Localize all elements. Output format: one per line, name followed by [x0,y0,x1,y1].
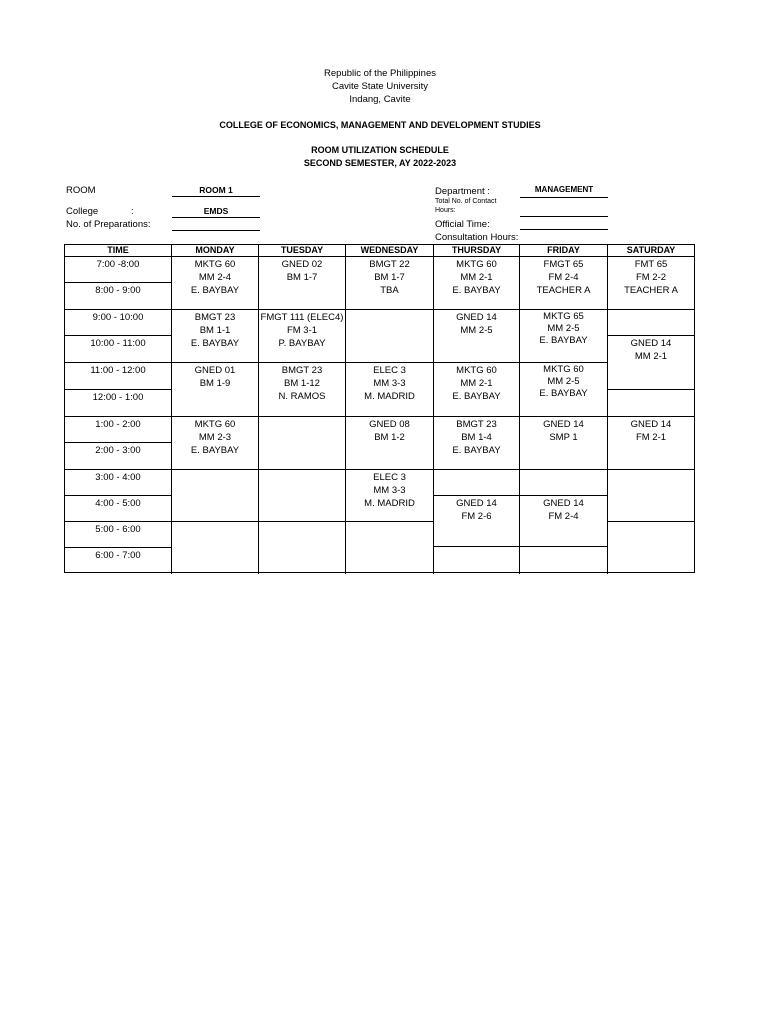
consultation-label: Consultation Hours: [435,232,519,243]
course-code: GNED 01 [194,365,236,376]
class-block [172,257,259,310]
empty-cell [259,522,346,574]
section: FM 2-4 [548,272,579,283]
class-block [259,363,346,417]
course-code: MKTG 60 [194,259,236,270]
header-tuesday: TUESDAY [259,245,346,257]
course-code: GNED 14 [630,338,672,349]
course-code: GNED 08 [369,419,410,430]
empty-cell [608,470,694,522]
empty-cell [259,470,346,522]
instructor: TBA [380,285,399,296]
section: FM 2-1 [635,432,667,443]
empty-cell [520,470,608,496]
course-code: GNED 14 [456,312,497,323]
course-code: FMGT 111 (ELEC4) [260,312,344,323]
instructor: E. BAYBAY [452,391,501,402]
department-underline [520,197,608,198]
instructor: P. BAYBAY [278,338,326,349]
section: MM 2-3 [198,432,232,443]
class-block [520,363,608,417]
section: MM 3-3 [373,378,406,389]
contact-hours-label-1: Total No. of Contact [435,198,497,205]
course-code: ELEC 3 [373,472,406,483]
section: MM 2-4 [198,272,232,283]
empty-cell [259,417,346,470]
section: BM 1-4 [461,432,492,443]
header-time: TIME [65,245,172,257]
class-block [434,363,520,417]
time-cell: 11:00 - 12:00 [65,363,172,390]
section: MM 2-5 [547,376,580,387]
section: BM 1-12 [284,378,320,389]
instructor: E. BAYBAY [190,285,240,296]
college-label: College [66,206,99,217]
course-code: BMGT 23 [281,365,323,376]
college-underline [172,217,260,218]
section: MM 2-1 [460,378,493,389]
course-code: GNED 14 [543,419,584,430]
contact-hours-underline [520,216,608,217]
class-block [520,417,608,470]
time-cell: 6:00 - 7:00 [65,548,172,574]
section: BM 1-9 [199,378,231,389]
header-thursday: THURSDAY [434,245,520,257]
room-underline [172,196,260,197]
section: FM 2-2 [635,272,667,283]
schedule-table [64,244,695,573]
class-block [346,417,434,470]
course-code: BMGT 22 [369,259,410,270]
section: BM 1-7 [286,272,318,283]
header-location: Indang, Cavite [349,94,411,105]
course-code: MKTG 60 [543,364,584,375]
department-value: MANAGEMENT [534,185,594,194]
empty-cell [608,310,694,336]
room-label: ROOM [66,185,96,196]
official-time-underline [520,229,608,230]
semester-title: SECOND SEMESTER, AY 2022-2023 [303,158,457,168]
instructor: TEACHER A [624,285,678,296]
time-cell: 8:00 - 9:00 [65,283,172,310]
class-block [520,310,608,363]
instructor: E. BAYBAY [452,445,501,456]
course-code: MKTG 60 [456,259,497,270]
section: MM 2-1 [460,272,493,283]
instructor: E. BAYBAY [539,388,588,399]
section: MM 2-5 [547,323,580,334]
time-cell: 5:00 - 6:00 [65,522,172,548]
class-block [520,496,608,547]
time-cell: 9:00 - 10:00 [65,310,172,336]
header-republic: Republic of the Philippines [324,68,436,79]
course-code: BMGT 23 [194,312,236,323]
class-block [346,363,434,417]
course-code: GNED 14 [456,498,497,509]
preparations-underline [172,230,260,231]
room-value: ROOM 1 [199,185,233,195]
empty-cell [434,547,520,574]
empty-cell [172,470,259,522]
class-block [434,417,520,470]
time-cell: 7:00 -8:00 [65,257,172,283]
section: FM 3-1 [286,325,318,336]
instructor: E. BAYBAY [539,335,588,346]
empty-cell [346,310,434,363]
class-block [172,363,259,417]
course-code: GNED 02 [281,259,323,270]
empty-cell [172,522,259,574]
class-block [172,417,259,470]
empty-cell [520,547,608,574]
header-friday: FRIDAY [520,245,608,257]
course-code: FMGT 65 [543,259,584,270]
class-block [346,257,434,310]
preparations-label: No. of Preparations: [66,219,151,230]
course-code: ELEC 3 [373,365,406,376]
section: MM 2-1 [634,351,668,362]
instructor: M. MADRID [364,498,415,509]
college-colon: : [131,206,134,217]
department-label: Department : [435,186,490,197]
empty-cell [608,522,694,574]
time-cell: 2:00 - 3:00 [65,443,172,470]
header-saturday: SATURDAY [608,245,694,257]
class-block [259,310,346,363]
section: BM 1-7 [374,272,405,283]
class-block [172,310,259,363]
section: MM 2-5 [460,325,493,336]
college-title: COLLEGE OF ECONOMICS, MANAGEMENT AND DEVELOPMENT STUDIES [219,120,541,130]
class-block [434,257,520,310]
header-monday: MONDAY [172,245,259,257]
section: BM 1-2 [374,432,405,443]
empty-cell [434,470,520,496]
instructor: N. RAMOS [278,391,326,402]
time-cell: 4:00 - 5:00 [65,496,172,522]
header-university: Cavite State University [331,81,429,92]
empty-cell [608,390,694,417]
course-code: FMT 65 [634,259,668,270]
empty-cell [346,522,434,574]
instructor: E. BAYBAY [190,338,240,349]
class-block [434,496,520,547]
class-block [608,336,694,390]
time-cell: 10:00 - 11:00 [65,336,172,363]
schedule-title: ROOM UTILIZATION SCHEDULE [311,145,449,155]
course-code: MKTG 65 [543,311,584,322]
time-cell: 12:00 - 1:00 [65,390,172,417]
section: SMP 1 [549,432,578,443]
instructor: TEACHER A [536,285,591,296]
class-block [608,417,694,470]
contact-hours-label-2: Hours: [435,207,456,214]
instructor: E. BAYBAY [452,285,501,296]
official-time-label: Official Time: [435,219,490,230]
time-cell: 3:00 - 4:00 [65,470,172,496]
section: FM 2-4 [548,511,579,522]
section: FM 2-6 [461,511,492,522]
course-code: MKTG 60 [194,419,236,430]
header-wednesday: WEDNESDAY [346,245,434,257]
college-value: EMDS [203,206,229,216]
course-code: GNED 14 [543,498,584,509]
course-code: GNED 14 [630,419,672,430]
time-cell: 1:00 - 2:00 [65,417,172,443]
instructor: M. MADRID [364,391,415,402]
class-block [434,310,520,363]
section: MM 3-3 [373,485,406,496]
instructor: E. BAYBAY [190,445,240,456]
course-code: BMGT 23 [456,419,497,430]
course-code: MKTG 60 [456,365,497,376]
class-block [520,257,608,310]
section: BM 1-1 [199,325,231,336]
class-block [346,470,434,522]
class-block [259,257,346,310]
class-block [608,257,694,310]
